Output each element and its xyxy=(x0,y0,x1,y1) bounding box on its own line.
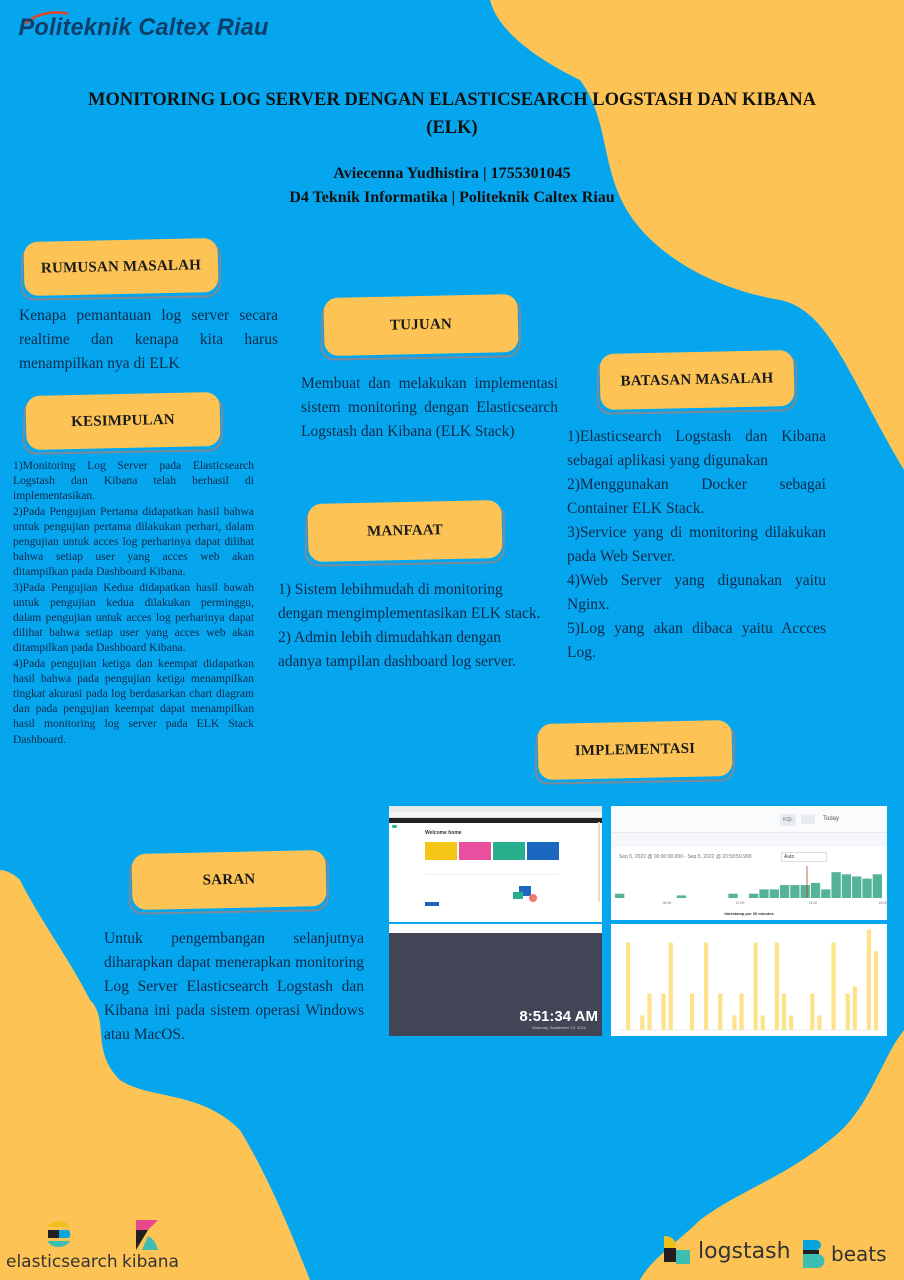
histogram-bar xyxy=(821,889,830,898)
histogram-bar xyxy=(677,895,686,898)
elasticsearch-label: elasticsearch xyxy=(6,1252,118,1272)
manfaat-list xyxy=(278,578,548,674)
histogram-bar xyxy=(728,894,737,898)
rumusan-heading-pill xyxy=(24,240,218,294)
batasan-list xyxy=(567,425,826,665)
x-tick-label: 06:00 xyxy=(662,901,672,905)
yellow-bar xyxy=(626,943,630,1030)
poster-title xyxy=(40,86,864,142)
logstash-logo xyxy=(664,1236,791,1266)
manfaat-item: 1) Sistem lebihmudah di monitoring dengan mengimplementasikan ELK stack. xyxy=(278,581,541,622)
beats-label: beats xyxy=(831,1242,887,1266)
yellow-bar xyxy=(761,1015,765,1030)
x-tick-label: 12:00 xyxy=(735,901,745,905)
yellow-bar xyxy=(704,943,708,1030)
yellow-bar xyxy=(867,929,871,1030)
batasan-item: 1)Elasticsearch Logstash dan Kibana sebagai aplikasi yang digunakan xyxy=(567,428,826,469)
saran-text: Untuk pengembangan selanjutnya diharapkan dapat menerapkan monitoring Log Server Elasticsearch Logstash dan Kibana ini pada sistem operasi Windows atau MacOS. xyxy=(104,930,364,1043)
yellow-bar xyxy=(718,994,722,1030)
batasan-heading-pill xyxy=(600,352,794,408)
histogram-bar xyxy=(862,879,871,898)
histogram-bar xyxy=(842,874,851,898)
yellow-bar xyxy=(853,986,857,1030)
kibana-home-heading: Welcome home xyxy=(425,830,462,836)
yellow-bar xyxy=(782,994,786,1030)
manfaat-item: 2) Admin lebih dimudahkan dengan adanya tampilan dashboard log server. xyxy=(278,629,517,670)
clock-time: 8:51:34 AM xyxy=(519,1008,598,1025)
tujuan-heading-pill xyxy=(324,296,518,354)
clock-screenshot xyxy=(389,924,602,1036)
histogram-bar xyxy=(780,885,789,898)
yellow-bar xyxy=(874,951,878,1030)
date-range: Sep 5, 2022 @ 00:00:00.000 - Sep 5, 2022 @ 23:59:59.999 xyxy=(619,854,752,860)
kesimpulan-item: 3)Pada Pengujian Kedua didapatkan hasil bawah untuk pengujian kedua dilakukan perminggu, dalam pengujian untuk acces log perharinya dapat dilihat bahwa setiap user yang acces web akan ditampilkan pada Dashboard Kibana. xyxy=(13,580,254,655)
histogram-bar xyxy=(811,883,820,898)
kesimpulan-item: 4)Pada pengujian ketiga dan keempat didapatkan hasil bahwa pada pengujian ketiga menampilkan tingkat akurasi pada log berdasarkan chart diagram dan pada pengujian keempat dapat menampilkan hasil monitoring log server pada ELK Stack Dashboard. xyxy=(13,656,254,746)
author-block xyxy=(40,162,864,210)
card-enterprise-search xyxy=(425,842,457,860)
rumusan-text: Kenapa pemantauan log server secara realtime dan kenapa kita harus menampilkan nya di ELK xyxy=(19,307,278,372)
yellow-bar xyxy=(810,994,814,1030)
yellow-bar xyxy=(817,1015,821,1030)
histogram-bar xyxy=(873,874,882,898)
implementasi-heading: IMPLEMENTASI xyxy=(574,740,696,759)
saran-heading-pill xyxy=(132,852,326,908)
clock-date: Saturday, September 13, 2022 xyxy=(531,1025,586,1030)
histogram-bar xyxy=(831,872,840,898)
interval-select[interactable]: Auto xyxy=(781,852,827,862)
yellow-bar xyxy=(732,1015,736,1030)
author-name: Aviecenna Yudhistira | 1755301045 xyxy=(333,165,571,182)
kesimpulan-list xyxy=(13,458,254,747)
x-axis-title: timestamp per 30 minutes xyxy=(724,911,774,916)
clock-icon[interactable] xyxy=(801,814,815,824)
title-line-1: MONITORING LOG SERVER DENGAN ELASTICSEARCH LOGSTASH DAN KIBANA xyxy=(87,90,816,110)
histogram-bar xyxy=(759,889,768,898)
histogram-bar xyxy=(749,894,758,898)
logstash-icon xyxy=(664,1236,692,1266)
card-analytics xyxy=(527,842,559,860)
rumusan-heading: RUMUSAN MASALAH xyxy=(40,256,202,277)
yellow-bar xyxy=(739,994,743,1030)
card-observability xyxy=(459,842,491,860)
title-line-2: (ELK) xyxy=(426,118,478,138)
elasticsearch-icon xyxy=(44,1218,74,1250)
kibana-logo xyxy=(122,1220,179,1272)
yellow-bar xyxy=(831,943,835,1030)
yellow-bar xyxy=(640,1015,644,1030)
kql-button[interactable]: KQL xyxy=(780,814,796,826)
yellow-bar xyxy=(669,943,673,1030)
manfaat-heading-pill xyxy=(308,502,502,560)
batasan-item: 4)Web Server yang digunakan yaitu Nginx. xyxy=(567,572,826,613)
yellow-bar xyxy=(647,994,651,1030)
institution-logo: Politeknik Caltex Riau xyxy=(18,14,269,41)
yellow-bar xyxy=(690,994,694,1030)
time-picker[interactable]: Today xyxy=(823,816,840,822)
kibana-label: kibana xyxy=(122,1252,179,1272)
logstash-label: logstash xyxy=(698,1238,791,1264)
kesimpulan-heading: KESIMPULAN xyxy=(70,411,175,430)
x-tick-label: 15:00 xyxy=(808,901,818,905)
manfaat-heading: MANFAAT xyxy=(366,521,444,540)
histogram-bar xyxy=(770,889,779,898)
histogram-bar xyxy=(615,894,624,898)
yellow-bar xyxy=(754,943,758,1030)
discover-histogram xyxy=(611,866,887,906)
kibana-icon xyxy=(136,1220,160,1252)
yellow-bar xyxy=(846,994,850,1030)
histogram-bar xyxy=(801,885,810,898)
program-name: D4 Teknik Informatika | Politeknik Caltex Riau xyxy=(289,189,615,206)
x-tick-label: 18:00 xyxy=(878,901,887,905)
card-security xyxy=(493,842,525,860)
yellow-bar xyxy=(789,1015,793,1030)
kibana-home-screenshot xyxy=(389,806,602,922)
yellow-bar-chart xyxy=(611,924,887,1036)
batasan-heading: BATASAN MASALAH xyxy=(620,369,774,390)
yellow-bar xyxy=(661,994,665,1030)
tujuan-text: Membuat dan melakukan implementasi sistem monitoring dengan Elasticsearch Logstash dan Kibana (ELK Stack) xyxy=(301,375,558,440)
batasan-item: 3)Service yang di monitoring dilakukan pada Web Server. xyxy=(567,524,826,565)
kibana-discover-screenshot xyxy=(611,806,887,920)
tujuan-heading: TUJUAN xyxy=(389,315,453,334)
beats-logo xyxy=(803,1240,887,1268)
yellow-bar xyxy=(775,943,779,1030)
batasan-item: 2)Menggunakan Docker sebagai Container ELK Stack. xyxy=(567,476,826,517)
implementasi-heading-pill xyxy=(538,722,732,778)
saran-heading: SARAN xyxy=(202,870,256,889)
kesimpulan-item: 1)Monitoring Log Server pada Elasticsearch Logstash dan Kibana telah berhasil di implementasikan. xyxy=(13,459,254,503)
elasticsearch-logo xyxy=(6,1218,118,1272)
kesimpulan-heading-pill xyxy=(26,394,220,448)
yellow-bar-chart-screenshot xyxy=(611,924,887,1036)
beats-icon xyxy=(803,1240,825,1268)
histogram-bar xyxy=(790,885,799,898)
kesimpulan-item: 2)Pada Pengujian Pertama didapatkan hasil bahwa untuk pengujian pertama dilakukan perhari, dalam pengujian untuk acces log perharinya dapat dilihat bahwa setiap user yang acces web akan ditampilkan pada Dashboard Kibana. xyxy=(13,504,254,579)
batasan-item: 5)Log yang akan dibaca yaitu Accces Log. xyxy=(567,620,826,661)
histogram-bar xyxy=(852,876,861,898)
